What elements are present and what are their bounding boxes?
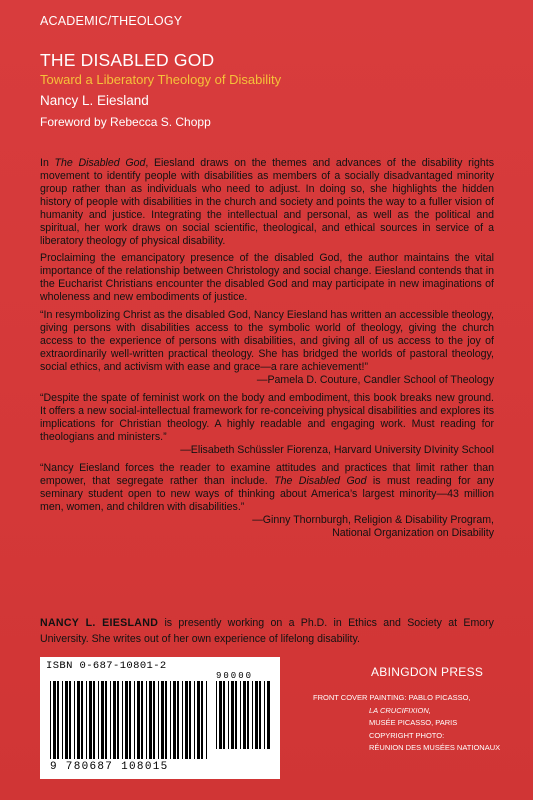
credit-line-3: MUSÉE PICASSO, PARIS xyxy=(369,718,458,727)
description-paragraph-1: In The Disabled God, Eiesland draws on the themes and advances of the disability rights movement to identify people with disabilities as members of a socially disadvantaged minority group rather than as individuals who need to adjust. In doing so, she highlights the hidden history of people with disabilities in the church and society and points the way to a fuller vision of humanity and justice. Integrating the intellectual and personal, as well as the political and spiritual, her work draws on social scientific, theological, and ethical sources in service of a liberatory theology of physical disability. xyxy=(40,157,494,247)
barcode-bar xyxy=(267,681,270,749)
barcode-bar xyxy=(240,681,241,749)
barcode-bar xyxy=(255,681,258,749)
barcode-bar xyxy=(141,681,143,759)
barcode-bar xyxy=(125,681,128,759)
foreword-credit: Foreword by Rebecca S. Chopp xyxy=(40,115,211,129)
barcode-bar xyxy=(98,681,99,759)
barcode-addon-bars xyxy=(216,681,272,749)
description-body xyxy=(40,157,494,540)
barcode-bar xyxy=(50,681,51,759)
barcode-bar xyxy=(170,681,171,759)
barcode-bar xyxy=(165,681,167,759)
book-title: THE DISABLED GOD xyxy=(40,50,215,70)
barcode-bar xyxy=(57,681,59,759)
barcode-bar xyxy=(77,681,80,759)
author-bio: NANCY L. EIESLAND is presently working on a Ph.D. in Ethics and Society at Emory University. She writes out of her own experience of lifelong disability. xyxy=(40,617,494,645)
publisher-name: ABINGDON PRESS xyxy=(371,665,484,679)
barcode-bar xyxy=(219,681,222,749)
barcode-bar xyxy=(62,681,63,759)
barcode-bar xyxy=(243,681,246,749)
barcode-bar xyxy=(86,681,87,759)
author-bio-name: NANCY L. EIESLAND xyxy=(40,617,159,629)
barcode-bar xyxy=(105,681,107,759)
barcode-bar xyxy=(259,681,261,749)
barcode-bar xyxy=(137,681,140,759)
barcode-bar xyxy=(194,681,195,759)
barcode-bar xyxy=(264,681,265,749)
quote-thornburgh: “Nancy Eiesland forces the reader to examine attitudes and practices that limit rather than empower, that segregate rather than include. The Disabled God is must reading for any seminary student open to new ways of thinking about America’s largest minority—43 million men, women, and children with disabilities.” xyxy=(40,462,495,513)
barcode-bar xyxy=(197,681,200,759)
barcode-bar xyxy=(231,681,234,749)
barcode-bar xyxy=(74,681,75,759)
barcode-bar xyxy=(146,681,147,759)
barcode-bar xyxy=(201,681,203,759)
barcode-bar xyxy=(129,681,131,759)
book-title-italic: The Disabled God xyxy=(54,157,146,169)
barcode-bar xyxy=(173,681,176,759)
barcode-bar xyxy=(110,681,111,759)
barcode-bar xyxy=(235,681,237,749)
description-paragraph-2: Proclaiming the emancipatory presence of the disabled God, the author maintains the vital importance of the relationship between Christology and social change. Eiesland contends that in the Eucharist Christians encounter the disabled God and may participate in new imaginations of wholeness and new embodiments of justice. xyxy=(40,252,494,303)
quote-couture: “In resymbolizing Christ as the disabled God, Nancy Eiesland has written an accessible theology, giving persons with disabilities access to the symbolic world of theology, giving the church access to the experience of persons with disabilities, and giving all of us access to the joy of extraordinarily well-written practical theology. She has bridged the worlds of pastoral theology, social ethics, and activism with ease and grace—a rare achievement!” xyxy=(40,309,494,373)
barcode-digits: 9 780687 108015 xyxy=(50,761,169,773)
credit-line-2: LA CRUCIFIXION, xyxy=(369,705,431,715)
barcode-bar xyxy=(252,681,253,749)
barcode-bar xyxy=(81,681,83,759)
barcode-bar xyxy=(182,681,183,759)
credit-line-1: FRONT COVER PAINTING: PABLO PICASSO, xyxy=(313,693,471,702)
barcode-bar xyxy=(69,681,71,759)
quote-fiorenza: “Despite the spate of feminist work on the body and embodiment, this book breaks new ground. It offers a new social-intellectual framework for re-conceiving physical disabilities and explores its implications for Christian theology. A highly readable and engaging work. Must reading for theologians and ministers.” xyxy=(40,392,494,443)
barcode-bar xyxy=(65,681,68,759)
barcode-bar xyxy=(223,681,225,749)
barcode-bar xyxy=(113,681,116,759)
barcode-bar xyxy=(93,681,95,759)
barcode-bar xyxy=(149,681,152,759)
book-subtitle: Toward a Liberatory Theology of Disability xyxy=(40,72,282,87)
barcode-bars xyxy=(50,681,210,759)
barcode-bar xyxy=(216,681,217,749)
barcode-bar xyxy=(161,681,164,759)
barcode-bar xyxy=(122,681,123,759)
barcode-bar xyxy=(228,681,229,749)
quote-attribution-thornburgh: —Ginny Thornburgh, Religion & Disability Program, National Organization on Disability xyxy=(252,514,494,539)
barcode-bar xyxy=(89,681,92,759)
barcode-bar xyxy=(153,681,155,759)
credit-line-5: RÉUNION DES MUSÉES NATIONAUX xyxy=(369,743,501,752)
barcode-bar xyxy=(177,681,179,759)
barcode-bar xyxy=(158,681,159,759)
barcode-bar xyxy=(117,681,119,759)
cover-credits xyxy=(313,692,500,755)
credit-line-4: COPYRIGHT PHOTO: xyxy=(369,730,445,740)
barcode-bar xyxy=(53,681,56,759)
isbn-barcode xyxy=(40,657,280,779)
quote-attribution-fiorenza: —Elisabeth Schüssler Fiorenza, Harvard University DIvinity School xyxy=(180,444,494,456)
barcode-bar xyxy=(189,681,191,759)
barcode-bar xyxy=(134,681,135,759)
quote-attribution-couture: —Pamela D. Couture, Candler School of Theology xyxy=(256,374,494,386)
barcode-bar xyxy=(206,681,207,759)
barcode-bar xyxy=(101,681,104,759)
category-label: ACADEMIC/THEOLOGY xyxy=(40,14,183,28)
author-name: Nancy L. Eiesland xyxy=(40,93,149,108)
isbn-number: ISBN 0-687-10801-2 xyxy=(46,660,167,672)
barcode-bar xyxy=(247,681,249,749)
barcode-addon-number: 90000 xyxy=(216,671,254,681)
barcode-bar xyxy=(185,681,188,759)
